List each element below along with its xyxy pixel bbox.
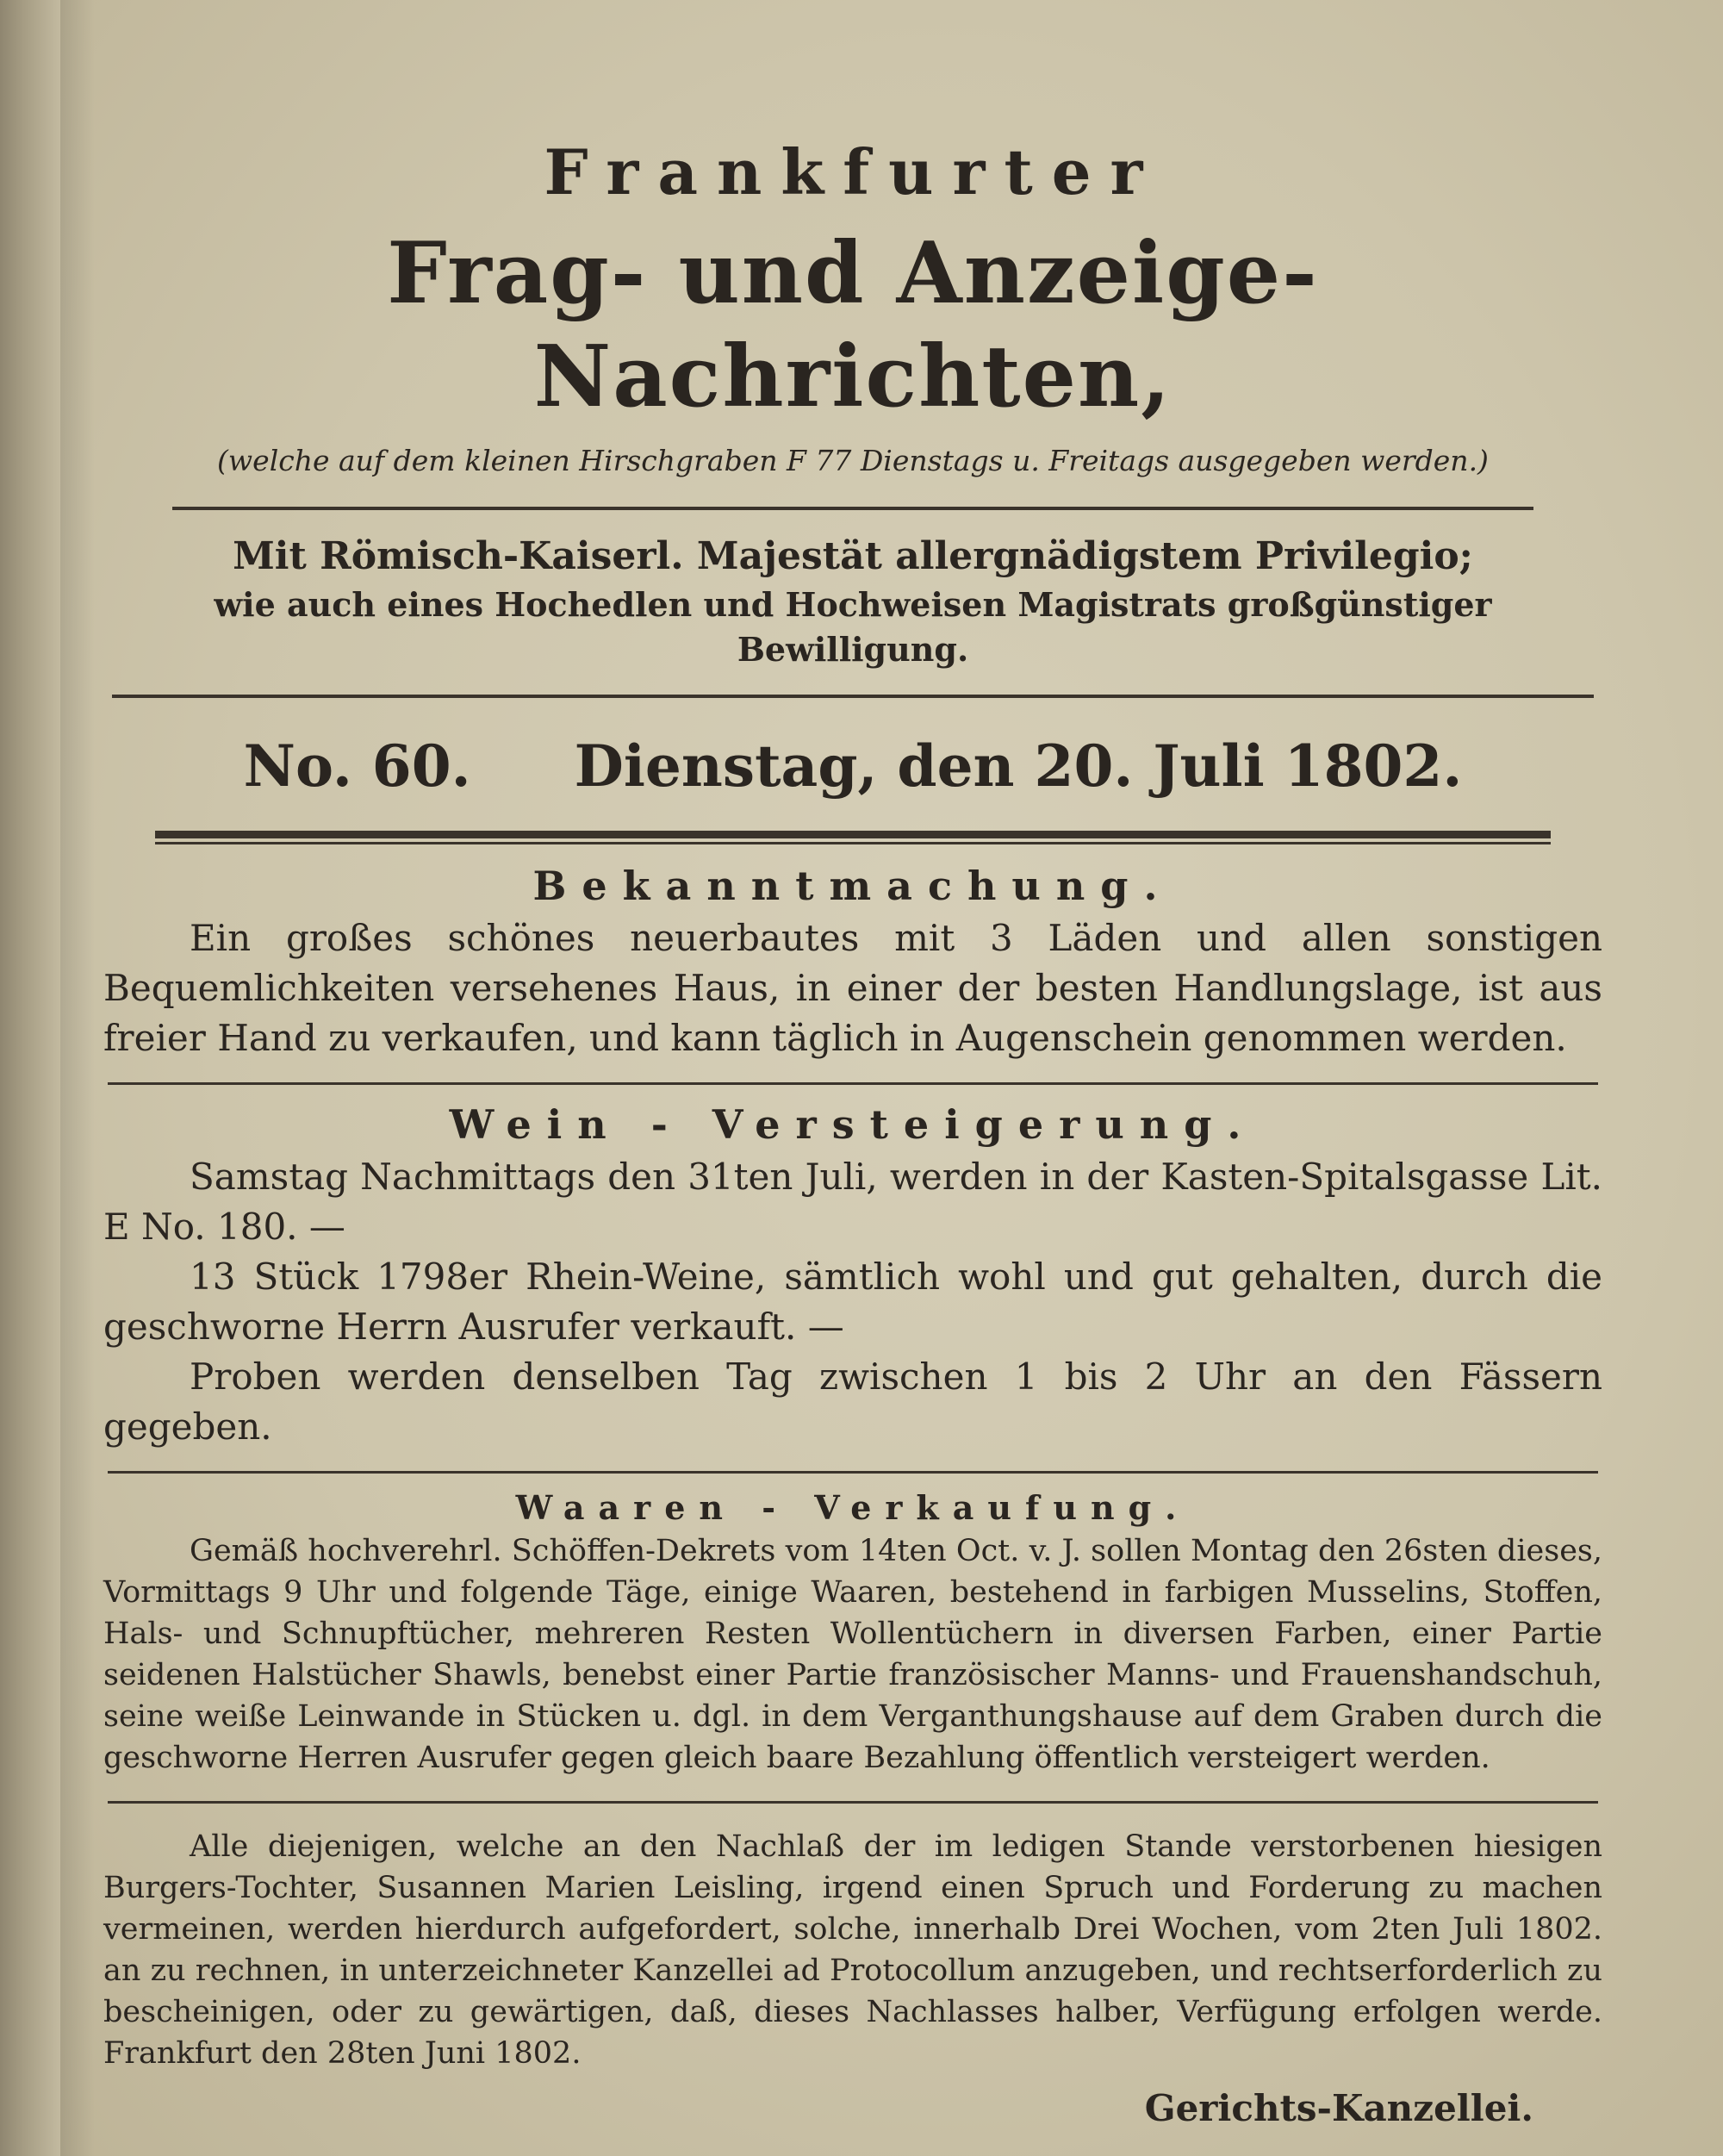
privilege-line-1: Mit Römisch-Kaiserl. Majestät allergnädigstem Privilegio;: [233, 534, 1473, 578]
notice-paragraph: 13 Stück 1798er Rhein-Weine, sämtlich wohl und gut gehalten, durch die geschworne Herrn Ausrufer verkauft. —: [103, 1256, 1602, 1348]
notice-signature: Gerichts-Kanzellei.: [1144, 2087, 1533, 2129]
page-content: [103, 129, 1602, 2133]
notice-title: Bekanntmachung.: [532, 863, 1173, 909]
notice-body: [103, 1530, 1602, 1779]
notice-title: Waaren - Verkaufung.: [515, 1488, 1191, 1527]
divider: [172, 507, 1533, 510]
issue-line: [103, 727, 1602, 805]
notice-body: [103, 1826, 1602, 2074]
privilege-line-2: wie auch eines Hochedlen und Hochweisen Magistrats großgünstiger Bewilligung.: [214, 585, 1492, 669]
masthead-subtitle: (welche auf dem kleinen Hirschgraben F 77 Dienstags u. Freitags ausgegeben werden.): [217, 444, 1489, 477]
notice-bekanntmachung: [103, 858, 1602, 1063]
notice-paragraph: Proben werden denselben Tag zwischen 1 bis 2 Uhr an den Fässern gegeben.: [103, 1355, 1602, 1448]
notice-paragraph: Alle diejenigen, welche an den Nachlaß der im ledigen Stande verstorbenen hiesigen Burgers-Tochter, Susannen Marien Leisling, irgend einen Spruch und Forderung zu machen vermeinen, werden hierdurch aufgefordert, solche, innerhalb Drei Wochen, vom 2ten Juli 1802. an zu rechnen, in unterzeichneter Kanzellei ad Protocollum anzugeben, und rechtserforderlich zu bescheinigen, oder zu gewärtigen, daß, dieses Nachlasses halber, Verfügung erfolgen werde. Frankfurt den 28ten Juni 1802.: [103, 1829, 1602, 2071]
issue-date: Dienstag, den 20. Juli 1802.: [574, 732, 1463, 800]
divider: [108, 1471, 1598, 1474]
notice-title: Wein - Versteigerung.: [449, 1101, 1257, 1148]
notice-waaren-verkaufung: [103, 1486, 1602, 1779]
notice-nachlass: [103, 1826, 1602, 2133]
divider: [112, 695, 1594, 698]
issue-number: No. 60.: [243, 732, 471, 800]
masthead-title-top: Frankfurter: [544, 135, 1162, 209]
book-spine: [0, 0, 60, 2156]
spine-shadow: [60, 0, 95, 2156]
notice-paragraph: Gemäß hochverehrl. Schöffen-Dekrets vom 14ten Oct. v. J. sollen Montag den 26sten dieses, Vormittags 9 Uhr und folgende Täge, einige Waaren, bestehend in farbigen Musselins, Stoffen, Hals- und Schnupftücher, mehreren Resten Wollentüchern in diversen Farben, einer Partie seidenen Halstücher Shawls, benebst einer Partie französischer Manns- und Frauenshandschuh, seine weiße Leinwande in Stücken u. dgl. in dem Verganthungshause auf dem Graben durch die geschworne Herren Ausrufer gegen gleich baare Bezahlung öffentlich versteigert werden.: [103, 1534, 1602, 1775]
divider: [108, 1082, 1598, 1085]
notice-paragraph: Ein großes schönes neuerbautes mit 3 Läden und allen sonstigen Bequemlichkeiten versehenes Haus, in einer der besten Handlungslage, ist aus freier Hand zu verkaufen, und kann täglich in Augenschein genommen werden.: [103, 917, 1602, 1059]
notice-wein-versteigerung: [103, 1097, 1602, 1452]
notice-body: [103, 913, 1602, 1063]
privilege-block: [103, 531, 1602, 672]
masthead-title-main: Frag- und Anzeige-Nachrichten,: [387, 224, 1319, 427]
masthead: [103, 129, 1602, 481]
notice-body: [103, 1152, 1602, 1452]
divider: [108, 1801, 1598, 1804]
notice-paragraph: Samstag Nachmittags den 31ten Juli, werden in der Kasten-Spitalsgasse Lit. E No. 180. —: [103, 1156, 1602, 1248]
divider: [155, 831, 1551, 844]
